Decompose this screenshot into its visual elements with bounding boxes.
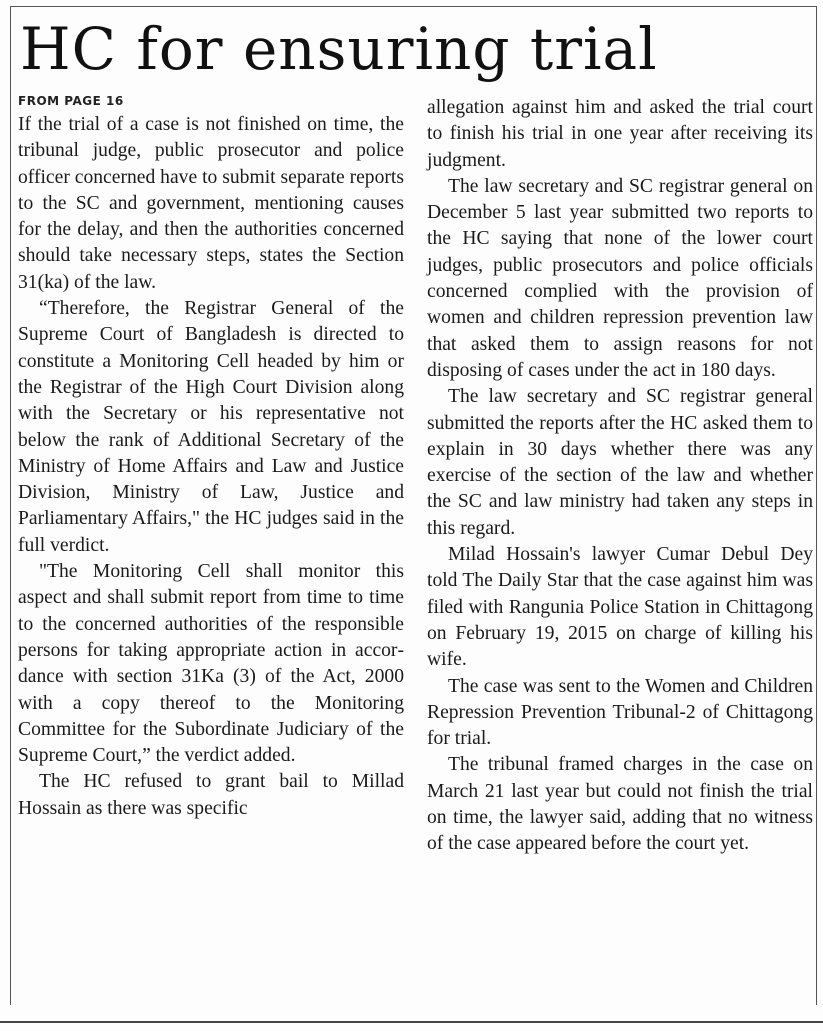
paragraph: “Therefore, the Registrar General of the Supreme Court of Bangladesh is directed to constitute a Monitoring Cell headed by him or the Registrar of the High Court Division along with the Secretary or his representative not below the rank of Additional Secretary of the Ministry of Home Affairs and Law and Justice Division, Ministry of Law, Justice and Parliamentary Affairs," the HC judges said in the full verdict. (18, 298, 404, 556)
paragraph: The law secretary and SC registrar general on December 5 last year submitted two reports to the HC saying that none of the lower court judges, public prosecutors and police officials concerned complied with the provision of women and children repression prevention law that asked them to assign reasons for not disposing of cases under the act in 180 days. (427, 175, 813, 381)
continuation-kicker: FROM PAGE 16 (18, 94, 124, 108)
paragraph: Milad Hossain's lawyer Cumar Debul Dey told The Daily Star that the case against him was filed with Rangunia Police Station in Chittagong on February 19, 2015 on charge of killing his wife. (427, 544, 813, 671)
paragraph: The tribunal framed charges in the case on March 21 last year but could not finish the trial on time, the lawyer said, adding that no witness of the case appeared before the court yet. (427, 754, 813, 855)
article-column-left (18, 91, 404, 822)
clipping-border-left (10, 6, 11, 1005)
paragraph: allegation against him and asked the trial court to finish his trial in one year after receiving its judgment. (427, 97, 813, 171)
clipping-border-bottom (0, 1021, 823, 1023)
paragraph: The case was sent to the Women and Children Repression Prevention Tribunal-2 of Chittagong for trial. (427, 675, 813, 750)
paragraph: The HC refused to grant bail to Millad Hossain as there was specific (18, 771, 404, 819)
article-column-right (427, 91, 813, 858)
paragraph: The law secretary and SC registrar general submitted the reports after the HC asked them to explain in 30 days whether there was any exercise of the section of the law and whether the SC and law ministry had taken any steps in this regard. (427, 386, 813, 539)
clipping-border-right (816, 6, 817, 1005)
paragraph: "The Monitoring Cell shall monitor this aspect and shall submit report from time to time to the concerned authorities of the responsible persons for taking appropriate action in accordance with section 31Ka (3) of the Act, 2000 with a copy thereof to the Monitoring Committee for the Subordinate Judiciary of the Supreme Court,” the verdict added. (18, 561, 404, 767)
article-headline: HC for ensuring trial (20, 15, 658, 83)
paragraph: If the trial of a case is not finished on time, the tribunal judge, public prosecutor and police officer concerned have to submit separate reports to the SC and government, mentioning causes for the delay, and then the authorities concerned should take necessary steps, states the Section 31(ka) of the law. (18, 114, 404, 293)
